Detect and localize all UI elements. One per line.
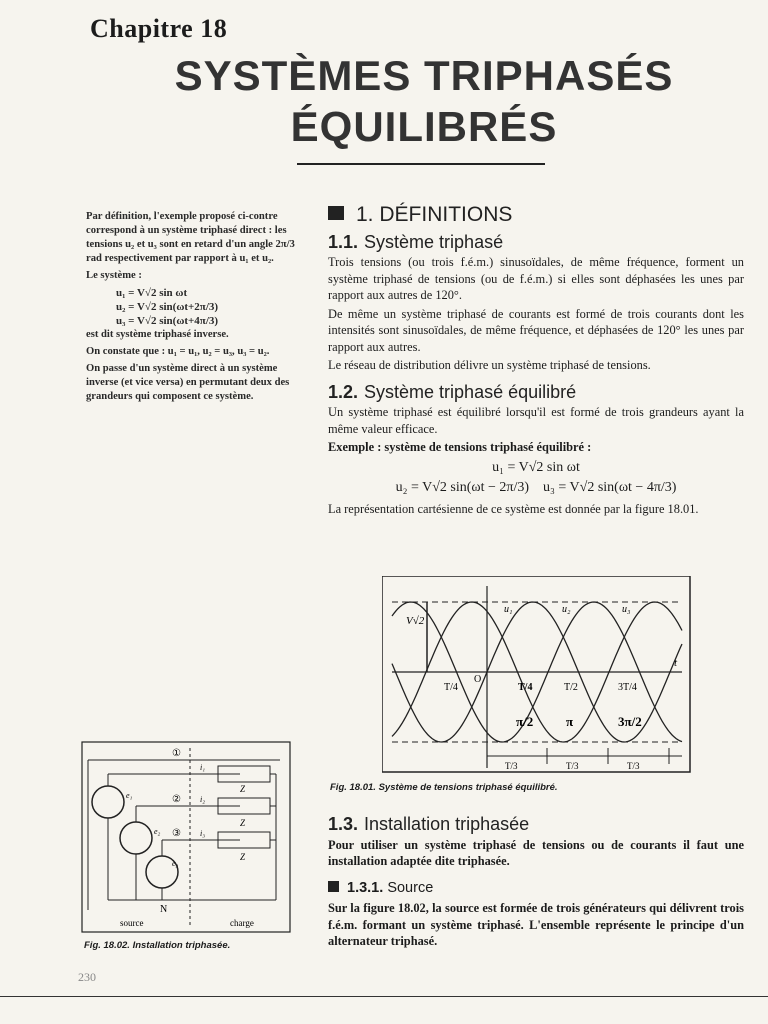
paragraph: La représentation cartésienne de ce système est donnée par la figure 18.01. [328, 501, 699, 516]
paragraph: Sur la figure 18.02, la source est formée de trois générateurs qui délivrent trois f.é.m. formant un système triphasé. L'ensemble représente le principe d'un alternateur triphasé. [328, 901, 744, 948]
current-label: i₂ [200, 795, 206, 804]
formula-u1: u₁ = V√2 sin ωt [492, 459, 580, 475]
paragraph: Pour utiliser un système triphasé de tensions ou de courants il faut une installation adaptée dite triphasée. [328, 837, 744, 868]
section-1-3 [328, 806, 744, 952]
subsection-number: 1.3. [328, 814, 359, 834]
handwritten-label: π/2 [516, 714, 534, 729]
subsection-heading [328, 816, 744, 833]
subsection-title: Installation triphasée [364, 814, 530, 834]
impedance-label: Z [240, 852, 246, 862]
sidebar-equation: u₁ = V√2 sin ωt [116, 287, 188, 299]
sidebar-paragraph: Le système : [86, 270, 142, 281]
sidebar-paragraph: est dit système triphasé inverse. [86, 329, 229, 340]
page-number: 230 [78, 970, 96, 984]
paragraph: De même un système triphasé de courants est formé de trois courants dont les intensités sont sinusoïdales, de même fréquence, et déphasées de 120° les unes par rapport aux autres. [328, 306, 744, 354]
tick-label: 3T/4 [618, 682, 637, 693]
source-label: source [120, 918, 144, 928]
wire-number: ① [172, 748, 181, 759]
formula-u2: u₂ = V√2 sin(ωt − 2π/3) [395, 480, 529, 495]
subsection-number: 1.1. [328, 231, 359, 252]
section-title: DÉFINITIONS [379, 203, 513, 226]
diagram-frame [82, 742, 290, 932]
amplitude-label: V√2 [406, 615, 425, 627]
main-column [328, 203, 744, 519]
emf-label: e₁ [126, 791, 133, 800]
tick-label: T/4 [518, 682, 533, 693]
time-axis-label: t [674, 657, 678, 669]
figure-caption: Fig. 18.02. Installation triphasée. [84, 940, 231, 951]
series-label-u1: u₁ [504, 604, 513, 615]
formula-u3: u₃ = V√2 sin(ωt − 4π/3) [543, 480, 677, 495]
subsection-heading [328, 231, 744, 252]
three-phase-waveform-chart [382, 576, 692, 774]
paragraph: Un système triphasé est équilibré lorsqu'il est formé de trois grandeurs ayant la même valeur efficace. [328, 405, 744, 436]
subsection-title: Système triphasé [364, 231, 504, 252]
emf-label: e₃ [172, 859, 179, 868]
section-number: 1. [356, 203, 374, 226]
emf-label: e₂ [154, 827, 161, 836]
page-title-line1: SYSTÈMES TRIPHASÉS [174, 52, 674, 99]
sidebar-note [86, 210, 298, 407]
handwritten-label: 3π/2 [618, 714, 642, 729]
formula-u2-u3 [328, 480, 744, 497]
charge-label: charge [230, 918, 254, 928]
subsection-title: Système triphasé équilibré [364, 381, 577, 402]
page-bottom-rule [0, 996, 768, 997]
figure-caption: Fig. 18.01. Système de tensions triphasé équilibré. [330, 782, 558, 793]
paragraph: Trois tensions (ou trois f.é.m.) sinusoïdales, de même fréquence, forment un système triphasé de tensions (ou de f.é.m.) si elles sont déphasées les unes par rapport aux autres de 120°. [328, 255, 744, 302]
title-underline [297, 163, 545, 165]
subsubsection-heading [328, 880, 744, 897]
origin-label: O [474, 674, 482, 685]
sidebar-paragraph: Par définition, l'exemple proposé ci-contre correspond à un système triphasé direct : les tensions u₂ et u₃ sont en retard d'un angle 2π/3 rad respectivement par rapport à u₁ et u₂. [86, 211, 295, 264]
chapter-label: Chapitre 18 [90, 14, 228, 43]
tick-label: T/4 [444, 682, 458, 693]
paragraph: Le réseau de distribution délivre un système triphasé de tensions. [328, 358, 651, 372]
handwritten-label: π [566, 714, 574, 729]
wire-number: ② [172, 794, 181, 805]
installation-diagram [80, 740, 294, 936]
series-label-u3: u₃ [622, 604, 631, 615]
example-label: Exemple : système de tensions triphasé équilibré : [328, 440, 592, 454]
sidebar-paragraph: On passe d'un système direct à un système inverse (et vice versa) en permutant deux des grandeurs qui composent ce système. [86, 363, 290, 402]
series-label-u2: u₂ [562, 604, 571, 615]
current-label: i₃ [200, 829, 206, 838]
section-heading [328, 203, 744, 226]
generator-icon [92, 786, 124, 818]
subsection-number: 1.2. [328, 381, 359, 402]
sidebar-equation: u₃ = V√2 sin(ωt+4π/3) [116, 315, 219, 327]
sidebar-paragraph: On constate que : u₁ = u₁, u₂ = u₃, u₃ = u₂. [86, 346, 270, 357]
period-label: T/3 [627, 761, 640, 771]
subsubsection-number: 1.3.1. [347, 879, 384, 896]
wire-number: ③ [172, 828, 181, 839]
page-title-line2: ÉQUILIBRÉS [290, 103, 558, 150]
square-bullet-icon [328, 881, 339, 892]
generator-icon [120, 822, 152, 854]
square-bullet-icon [328, 206, 344, 220]
period-label: T/3 [566, 761, 579, 771]
subsubsection-title: Source [387, 879, 434, 896]
period-label: T/3 [505, 761, 518, 771]
neutral-label: N [160, 904, 168, 915]
subsection-heading [328, 381, 744, 402]
sidebar-equation: u₂ = V√2 sin(ωt+2π/3) [116, 301, 219, 313]
impedance-label: Z [240, 818, 246, 828]
current-label: i₁ [200, 763, 206, 772]
tick-label: T/2 [564, 682, 578, 693]
chart-frame [382, 576, 690, 772]
impedance-label: Z [240, 784, 246, 794]
